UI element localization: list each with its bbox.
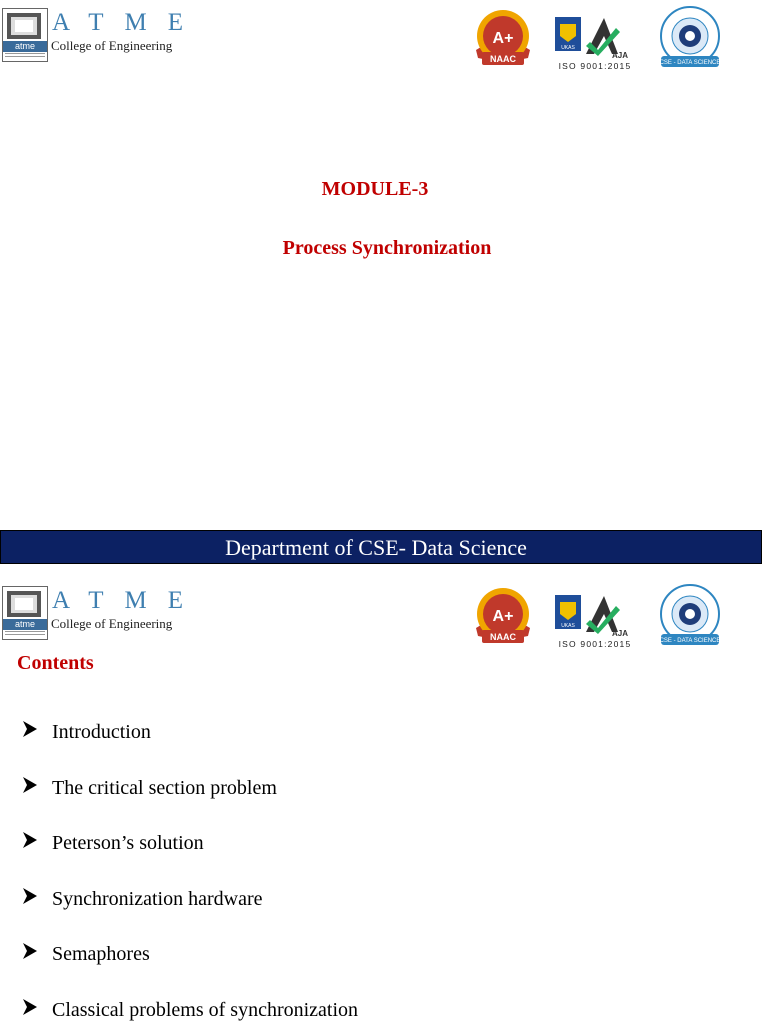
atme-logo (2, 8, 205, 64)
list-item-label: Classical problems of synchronization (52, 998, 359, 1021)
arrow-bullet-icon (22, 719, 38, 739)
svg-text:AJA: AJA (611, 629, 629, 638)
svg-text:CSE - DATA SCIENCE: CSE - DATA SCIENCE (659, 638, 721, 644)
module-title: MODULE-3 (321, 178, 429, 200)
list-item-label: Synchronization hardware (52, 887, 263, 910)
svg-text:AJA: AJA (611, 51, 629, 60)
department-label: Department of CSE- Data Science (225, 535, 527, 560)
slide-header (0, 0, 768, 80)
college-name: College of Engineering (51, 616, 173, 631)
naac-badge-icon (470, 586, 536, 648)
arrow-bullet-icon (22, 941, 38, 961)
svg-text:NAAC: NAAC (490, 632, 516, 642)
atme-logo (2, 586, 205, 642)
list-item-label: Semaphores (52, 943, 150, 966)
contents-heading: Contents (17, 652, 94, 674)
svg-text:ISO 9001:2015: ISO 9001:2015 (558, 639, 632, 649)
list-item-label: Introduction (52, 721, 151, 743)
list-item-label: The critical section problem (52, 776, 277, 799)
topic-title: Process Synchronization (282, 237, 492, 259)
svg-text:UKAS: UKAS (561, 623, 575, 629)
svg-text:CSE - DATA SCIENCE: CSE - DATA SCIENCE (659, 60, 721, 66)
atme-emblem: atme (2, 586, 48, 640)
atme-wordmark: ATME (52, 587, 205, 614)
college-name: College of Engineering (51, 38, 173, 53)
arrow-bullet-icon (22, 886, 38, 906)
slide-header (0, 578, 768, 658)
svg-text:ISO 9001:2015: ISO 9001:2015 (558, 61, 632, 71)
cse-data-science-seal-icon (655, 584, 725, 648)
list-item-label: Peterson’s solution (52, 832, 204, 855)
svg-text:A+: A+ (492, 608, 514, 625)
contents-slide (0, 578, 768, 1024)
svg-text:UKAS: UKAS (561, 45, 575, 51)
atme-emblem: atme (2, 8, 48, 62)
accreditation-badges (470, 6, 730, 72)
arrow-bullet-icon (22, 830, 38, 850)
atme-wordmark: ATME (52, 9, 205, 36)
cse-data-science-seal-icon (655, 6, 725, 70)
iso-certification-icon (550, 590, 640, 650)
naac-badge-icon (470, 8, 536, 70)
svg-text:NAAC: NAAC (490, 54, 516, 64)
arrow-bullet-icon (22, 775, 38, 795)
iso-certification-icon (550, 12, 640, 72)
department-banner (0, 530, 762, 564)
accreditation-badges (470, 584, 730, 650)
svg-text:A+: A+ (492, 30, 514, 47)
arrow-bullet-icon (22, 997, 38, 1017)
